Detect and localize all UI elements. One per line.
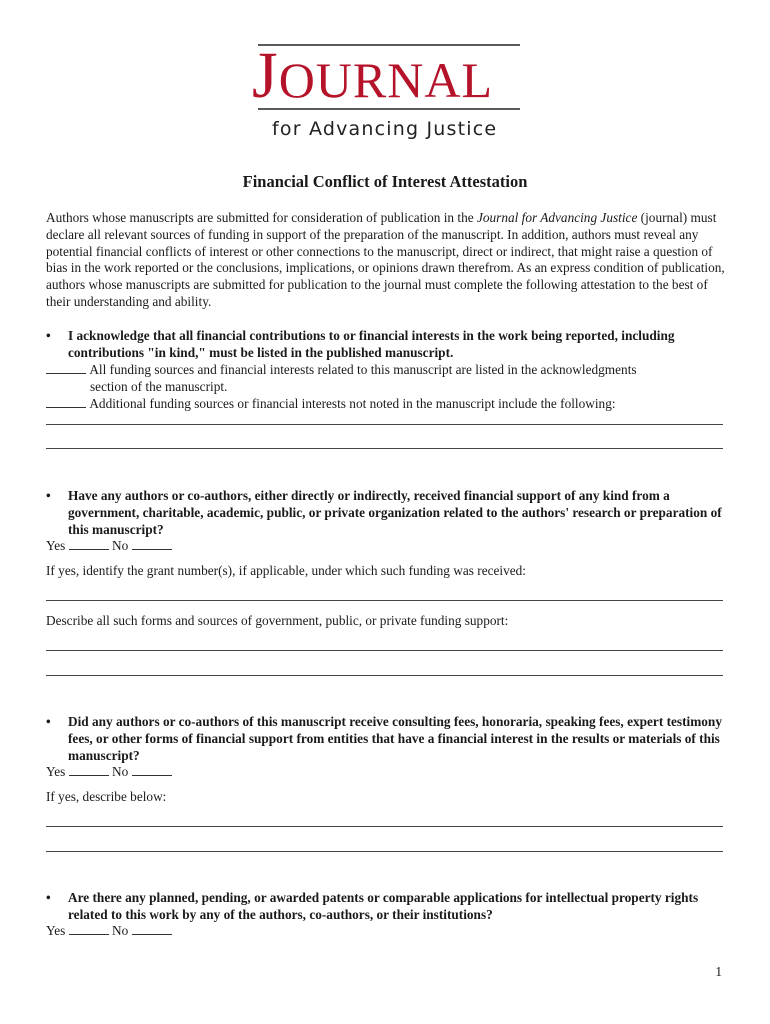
q4-yes-blank[interactable] bbox=[69, 922, 109, 935]
q3-no-blank[interactable] bbox=[132, 763, 172, 776]
question-4-text: Are there any planned, pending, or awarded patents or comparable applications for intellectual property rights related to this work by any of the authors, co-authors, or their institutions? bbox=[68, 890, 699, 922]
logo-wordmark-cap: J bbox=[252, 39, 279, 112]
q4-yes-label: Yes bbox=[46, 923, 66, 938]
logo-wordmark-rest: OURNAL bbox=[278, 52, 494, 108]
logo-wordmark bbox=[252, 39, 520, 112]
q3-followup: If yes, describe below: bbox=[46, 789, 167, 804]
q1-option-1-text: All funding sources and financial interests related to this manuscript are listed in the acknowledgments bbox=[89, 362, 637, 377]
q2-yes-label: Yes bbox=[46, 538, 66, 553]
bullet-icon: • bbox=[46, 890, 51, 905]
q1-option-1 bbox=[46, 361, 726, 395]
intro-paragraph bbox=[46, 210, 726, 311]
intro-part2: (journal) must declare all relevant sources of funding in support of the preparation of the manuscript. In addition, authors must reveal any potential financial conflicts of interest or other connections to the manuscript, direct or indirect, that might raise a question of bias in the work reported or the conclusions, implications, or opinions drawn therefrom. As an express condition of publication, authors whose manuscripts are submitted for publication to the journal must complete the following attestation to the best of their understanding and ability. bbox=[46, 210, 725, 309]
q3-yes-label: Yes bbox=[46, 764, 66, 779]
bullet-icon: • bbox=[46, 488, 51, 503]
q2-no-blank[interactable] bbox=[132, 537, 172, 550]
q1-option-2-text: Additional funding sources or financial interests not noted in the manuscript include the following: bbox=[89, 396, 616, 411]
journal-logo bbox=[252, 39, 520, 140]
question-1-text: I acknowledge that all financial contributions to or financial interests in the work being reported, including contributions "in kind," must be listed in the published manuscript. bbox=[68, 328, 675, 360]
q4-no-label: No bbox=[112, 923, 129, 938]
q4-no-blank[interactable] bbox=[132, 922, 172, 935]
bullet-icon: • bbox=[46, 714, 51, 729]
q1-answer-line-1[interactable] bbox=[46, 424, 723, 425]
q2-yes-blank[interactable] bbox=[69, 537, 109, 550]
question-2-text: Have any authors or co-authors, either directly or indirectly, received financial support of any kind from a government, charitable, academic, public, or private organization related to the authors' research or preparation of this manuscript? bbox=[68, 488, 722, 537]
q1-option-2-blank[interactable] bbox=[46, 395, 86, 408]
q2-followup-2: Describe all such forms and sources of government, public, or private funding support: bbox=[46, 613, 509, 628]
q1-option-2 bbox=[46, 395, 726, 412]
question-4 bbox=[46, 889, 726, 923]
bullet-icon: • bbox=[46, 328, 51, 343]
q2-yes-no bbox=[46, 537, 726, 554]
q3-answer-line-2[interactable] bbox=[46, 851, 723, 852]
q1-option-1-text-cont: section of the manuscript. bbox=[90, 379, 228, 394]
question-1 bbox=[46, 327, 726, 361]
page-number: 1 bbox=[715, 964, 722, 979]
question-2 bbox=[46, 487, 726, 538]
intro-part1: Authors whose manuscripts are submitted for consideration of publication in the bbox=[46, 210, 477, 225]
question-3 bbox=[46, 713, 726, 764]
q2-followup-1: If yes, identify the grant number(s), if applicable, under which such funding was received: bbox=[46, 563, 527, 578]
question-3-text: Did any authors or co-authors of this manuscript receive consulting fees, honoraria, speaking fees, expert testimony fees, or other forms of financial support from entities that have a financial interest in the results or materials of this manuscript? bbox=[68, 714, 722, 763]
q2-answer-line-2[interactable] bbox=[46, 650, 723, 651]
q2-answer-line-3[interactable] bbox=[46, 675, 723, 676]
intro-journal-name: Journal for Advancing Justice bbox=[476, 210, 638, 225]
q1-answer-line-2[interactable] bbox=[46, 448, 723, 449]
q2-answer-line-1[interactable] bbox=[46, 600, 723, 601]
logo-bottom-rule bbox=[258, 108, 520, 110]
q3-answer-line-1[interactable] bbox=[46, 826, 723, 827]
q3-yes-no bbox=[46, 763, 726, 780]
q1-option-1-blank[interactable] bbox=[46, 361, 86, 374]
q3-yes-blank[interactable] bbox=[69, 763, 109, 776]
q4-yes-no bbox=[46, 922, 726, 939]
q3-no-label: No bbox=[112, 764, 129, 779]
q2-no-label: No bbox=[112, 538, 129, 553]
logo-top-rule bbox=[258, 44, 520, 46]
logo-subtitle: for Advancing Justice bbox=[272, 118, 498, 140]
page-title: Financial Conflict of Interest Attestation bbox=[242, 172, 528, 191]
